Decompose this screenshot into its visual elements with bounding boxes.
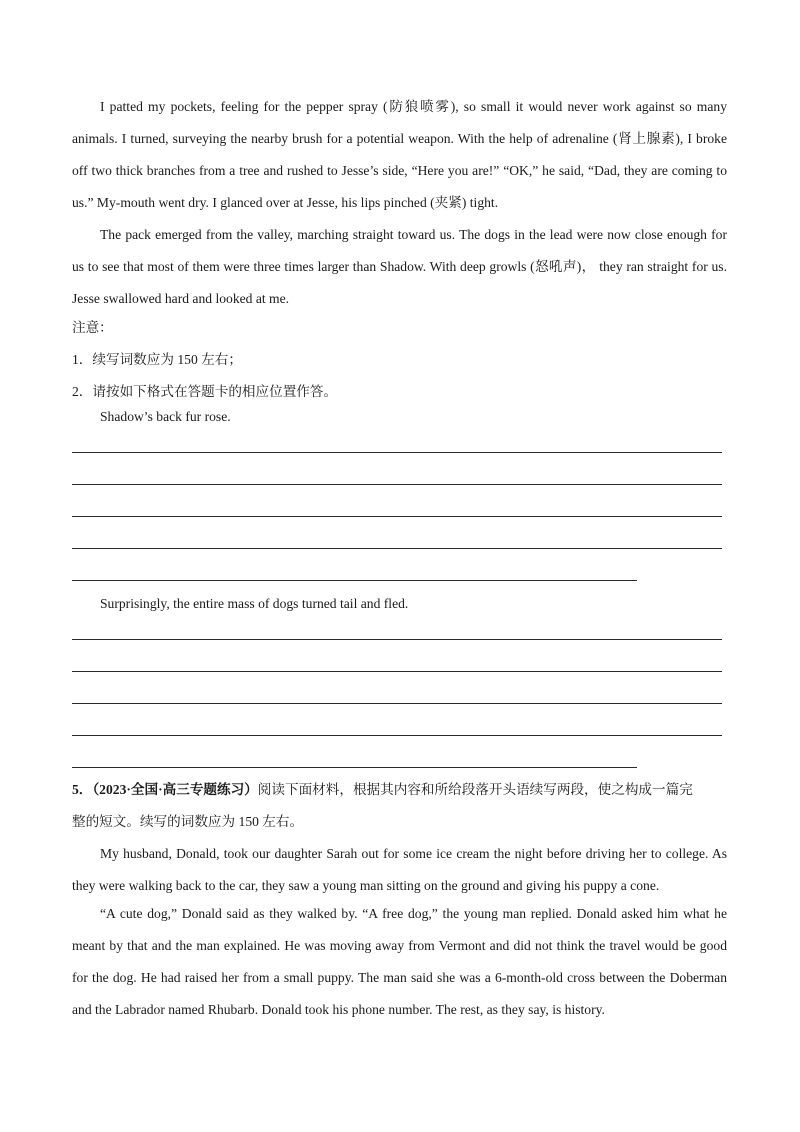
answer-line[interactable] xyxy=(72,735,722,736)
passage-paragraph-1: I patted my pockets, feeling for the pepper spray (防狼喷雾), so small it would never work against so many animals. I turned, surveying the nearby brush for a potential weapon. With the help of adrenaline (肾上腺素), I broke off two thick branches from a tree and rushed to Jesse’s side, “Here you are!” “OK,” he said, “Dad, they are coming to us.” My-mouth went dry. I glanced over at Jesse, his lips pinched (夹紧) tight. xyxy=(72,99,727,210)
question-number: 5． xyxy=(72,782,93,797)
answer-line[interactable] xyxy=(72,548,722,549)
answer-line[interactable] xyxy=(72,671,722,672)
notes-heading: 注意： xyxy=(72,320,113,335)
notes-item-1: 1．续写词数应为 150 左右； xyxy=(72,352,242,367)
question-5-paragraph-2: “A cute dog,” Donald said as they walked by. “A free dog,” the young man replied. Donald asked him what he meant by that and the man explained. He was moving away from Vermont and did not think the travel would be good for the dog. He had raised her from a small puppy. The man said she was a 6-month-old cross between the Doberman and the Labrador named Rhubarb. Donald took his phone number. The rest, as they say, is history. xyxy=(72,906,727,1017)
answer-line[interactable] xyxy=(72,767,637,768)
prompt-2: Surprisingly, the entire mass of dogs turned tail and fled. xyxy=(100,596,409,611)
question-instruction-continued: 整的短文。续写的词数应为 150 左右。 xyxy=(72,814,304,829)
question-instruction: 阅读下面材料，根据其内容和所给段落开头语续写两段，使之构成一篇完 xyxy=(257,782,693,797)
question-source: （2023·全国·高三专题练习） xyxy=(92,782,258,797)
notes-item-2: 2．请按如下格式在答题卡的相应位置作答。 xyxy=(72,384,338,399)
answer-line[interactable] xyxy=(72,580,637,581)
question-5-header xyxy=(72,780,693,800)
answer-line[interactable] xyxy=(72,639,722,640)
answer-line[interactable] xyxy=(72,703,722,704)
prompt-1: Shadow’s back fur rose. xyxy=(100,409,231,424)
answer-line[interactable] xyxy=(72,516,722,517)
passage-paragraph-2: The pack emerged from the valley, marching straight toward us. The dogs in the lead were now close enough for us to see that most of them were three times larger than Shadow. With deep growls (怒吼声)， they ran straight for us. Jesse swallowed hard and looked at me. xyxy=(72,227,727,306)
question-5-paragraph-1: My husband, Donald, took our daughter Sarah out for some ice cream the night before driving her to college. As they were walking back to the car, they saw a young man sitting on the ground and giving his puppy a cone. xyxy=(72,846,727,893)
answer-line[interactable] xyxy=(72,484,722,485)
answer-line[interactable] xyxy=(72,452,722,453)
